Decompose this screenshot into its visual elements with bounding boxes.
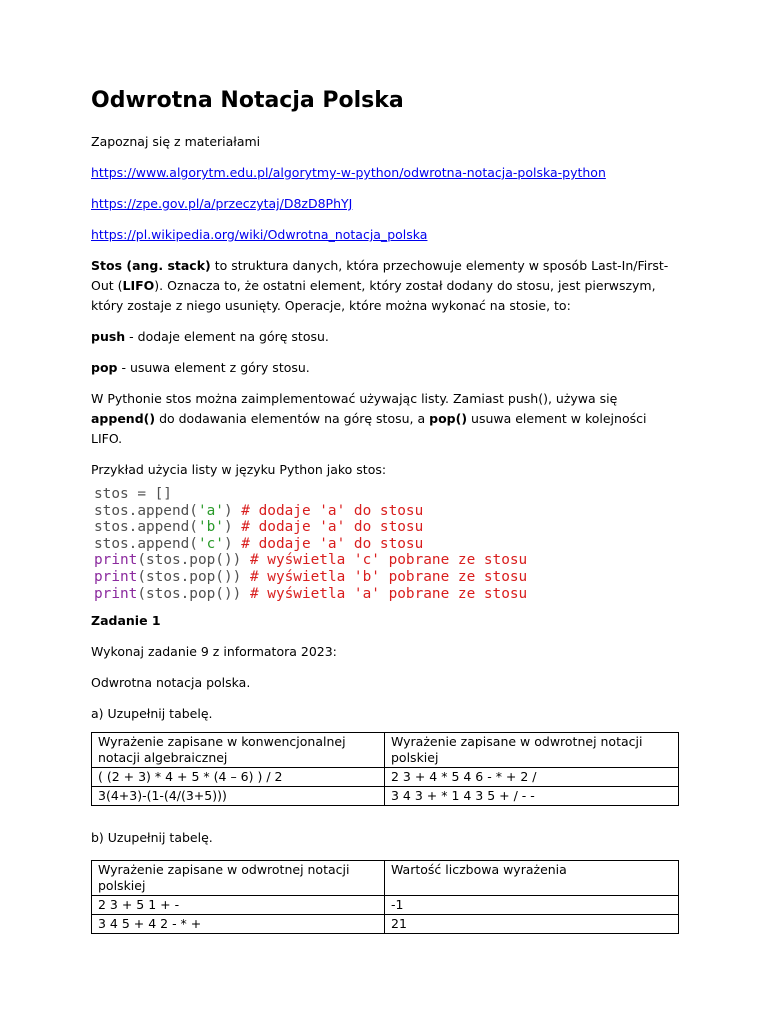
code-token: stos.append(	[94, 519, 198, 536]
page-title: Odwrotna Notacja Polska	[91, 88, 404, 113]
stack-definition-paragraph	[91, 256, 681, 316]
table-row	[92, 787, 679, 806]
code-token: )	[223, 502, 242, 519]
link-wikipedia[interactable]: https://pl.wikipedia.org/wiki/Odwrotna_notacja_polska	[91, 227, 428, 242]
link-zpe[interactable]: https://zpe.gov.pl/a/przeczytaj/D8zD8PhYJ	[91, 196, 353, 211]
table-b-header-row	[92, 861, 679, 896]
code-token: # dodaje 'a' do stosu	[241, 519, 424, 536]
table-a-header-cell: Wyrażenie zapisane w odwrotnej notacji polskiej	[385, 733, 679, 768]
table-b-header-cell: Wyrażenie zapisane w odwrotnej notacji polskiej	[92, 861, 385, 896]
task-heading: Zadanie 1	[91, 613, 161, 629]
part-b-label: b) Uzupełnij tabelę.	[91, 830, 213, 846]
lifo-term: LIFO	[122, 278, 155, 293]
python-text-2: do dodawania elementów na górę stosu, a	[155, 411, 430, 426]
code-token: # dodaje 'a' do stosu	[241, 502, 424, 519]
link-line-3	[91, 225, 681, 245]
code-line	[94, 503, 681, 520]
table-a-header-cell: Wyrażenie zapisane w konwencjonalnej notacji algebraicznej	[92, 733, 385, 768]
table-row	[92, 915, 679, 934]
code-token: # dodaje 'a' do stosu	[241, 535, 424, 552]
link-line-2	[91, 194, 681, 214]
link-line-1	[91, 163, 681, 183]
table-cell: -1	[385, 896, 679, 915]
table-row	[92, 768, 679, 787]
code-token: print	[94, 585, 138, 602]
pop-term: pop	[91, 360, 118, 375]
code-token: (stos.pop())	[137, 568, 250, 585]
table-cell: 3 4 3 + * 1 4 3 5 + / - -	[385, 787, 679, 806]
table-cell: 3(4+3)-(1-(4/(3+5)))	[92, 787, 385, 806]
code-token: (stos.pop())	[137, 552, 250, 569]
example-intro: Przykład użycia listy w języku Python jako stos:	[91, 462, 387, 477]
code-token: # wyświetla 'c' pobrane ze stosu	[249, 552, 528, 569]
code-token: 'b'	[197, 519, 224, 536]
python-paragraph	[91, 389, 681, 449]
stack-text-1: to struktura danych, która przechowuje elementy w sposób Last-In/First-Out (	[91, 258, 669, 293]
code-token: print	[94, 552, 138, 569]
code-token: )	[223, 535, 242, 552]
python-text-3: usuwa element w kolejności LIFO.	[91, 411, 647, 446]
code-token: 'c'	[197, 535, 224, 552]
code-token: stos = []	[94, 486, 172, 502]
append-term: append()	[91, 411, 156, 426]
table-a-header-row	[92, 733, 679, 768]
code-line	[94, 519, 681, 536]
code-line	[94, 552, 681, 569]
pop-func-term: pop()	[429, 411, 468, 426]
intro-text: Zapoznaj się z materiałami	[91, 134, 261, 149]
link-algorytm[interactable]: https://www.algorytm.edu.pl/algorytmy-w-python/odwrotna-notacja-polska-python	[91, 165, 606, 180]
task-subtitle: Odwrotna notacja polska.	[91, 675, 251, 691]
code-token: # wyświetla 'b' pobrane ze stosu	[249, 568, 528, 585]
code-token: stos.append(	[94, 535, 198, 552]
code-token: stos.append(	[94, 502, 198, 519]
code-token: print	[94, 568, 138, 585]
document-content	[91, 86, 681, 934]
table-cell: ( (2 + 3) * 4 + 5 * (4 – 6) ) / 2	[92, 768, 385, 787]
table-row	[92, 896, 679, 915]
code-token: (stos.pop())	[137, 585, 250, 602]
pop-desc: - usuwa element z góry stosu.	[117, 360, 310, 375]
table-b-header-cell: Wartość liczbowa wyrażenia	[385, 861, 679, 896]
stack-term: Stos (ang. stack)	[91, 258, 211, 273]
table-cell: 2 3 + 5 1 + -	[92, 896, 385, 915]
code-block	[94, 486, 681, 602]
stack-text-2: ). Oznacza to, że ostatni element, który został dodany do stosu, jest pierwszym, który zostaje z niego usunięty. Operacje, które można wykonać na stosie, to:	[91, 278, 656, 313]
push-paragraph	[91, 327, 681, 347]
push-term: push	[91, 329, 126, 344]
table-cell: 3 4 5 + 4 2 - * +	[92, 915, 385, 934]
table-cell: 21	[385, 915, 679, 934]
push-desc: - dodaje element na górę stosu.	[125, 329, 329, 344]
table-a	[91, 732, 679, 806]
code-line	[94, 569, 681, 586]
code-token: )	[223, 519, 242, 536]
code-line	[94, 486, 681, 503]
part-a-label: a) Uzupełnij tabelę.	[91, 706, 213, 722]
pop-paragraph	[91, 358, 681, 378]
table-b	[91, 860, 679, 934]
task-line: Wykonaj zadanie 9 z informatora 2023:	[91, 644, 337, 660]
code-line	[94, 536, 681, 553]
code-token: # wyświetla 'a' pobrane ze stosu	[249, 585, 528, 602]
table-cell: 2 3 + 4 * 5 4 6 - * + 2 /	[385, 768, 679, 787]
python-text-1: W Pythonie stos można zaimplementować używając listy. Zamiast push(), używa się	[91, 391, 618, 406]
code-token: 'a'	[197, 502, 224, 519]
code-line	[94, 586, 681, 603]
